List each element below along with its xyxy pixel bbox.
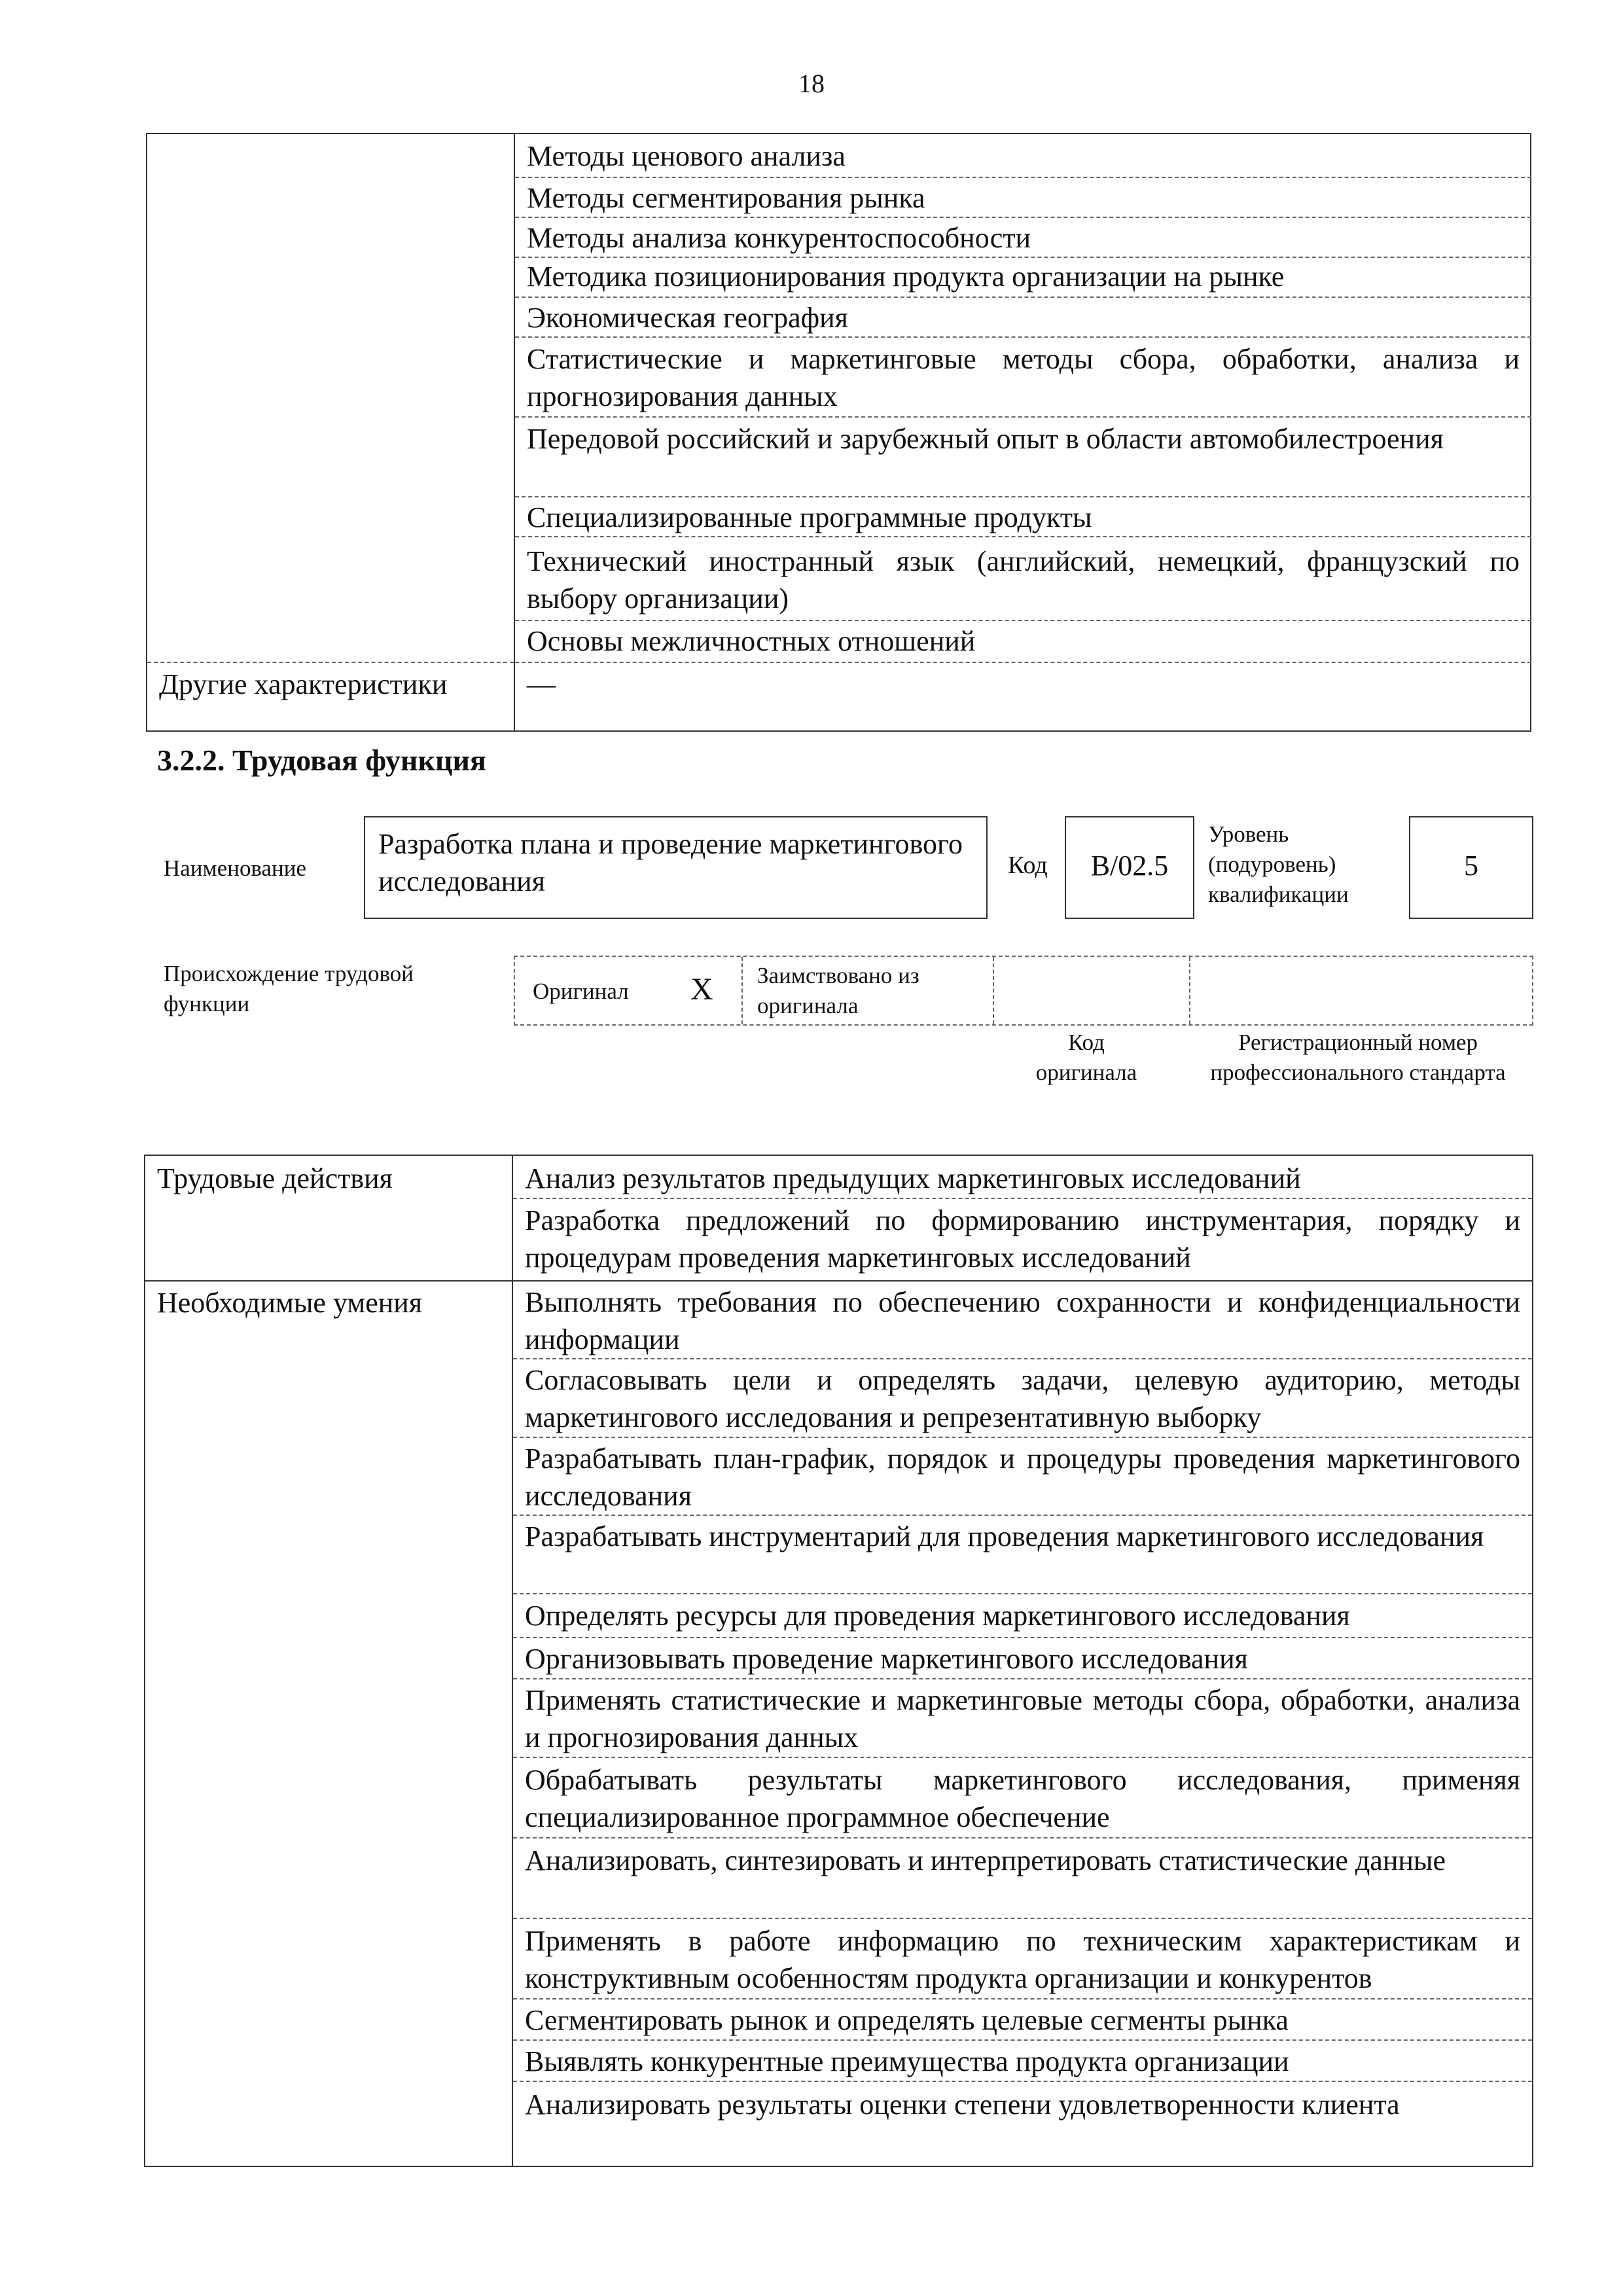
origin-divider: [1189, 957, 1190, 1024]
skill-item: Анализировать результаты оценки степени удовлетворенности клиента: [525, 2089, 1400, 2121]
name-label: Наименование: [164, 855, 307, 881]
knowledge-item: Специализированные программные продукты: [515, 497, 1531, 537]
skill-item: Применять в работе информацию по техническим характеристикам и конструктивным особенностям продукта организации и конкурентов: [513, 1919, 1532, 2000]
borrowed-label: Заимствовано из оригинала: [757, 963, 919, 1018]
action-item: Анализ результатов предыдущих маркетинговых исследований: [513, 1156, 1532, 1199]
skills-label: Необходимые умения: [157, 1287, 423, 1319]
skill-item: Разрабатывать план-график, порядок и процедуры проведения маркетингового исследования: [513, 1438, 1532, 1516]
knowledge-item: Методика позиционирования продукта организации на рынке: [515, 258, 1531, 298]
origin-divider: [741, 957, 743, 1024]
skill-item: Согласовывать цели и определять задачи, целевую аудиторию, методы маркетингового исследования и репрезентативную выборку: [513, 1359, 1532, 1438]
knowledge-item: Основы межличностных отношений: [515, 621, 1531, 663]
code-label: Код: [1008, 852, 1048, 879]
knowledge-item: Статистические и маркетинговые методы сбора, обработки, анализа и прогнозирования данных: [515, 338, 1531, 418]
knowledge-item: Методы сегментирования рынка: [515, 178, 1531, 218]
labor-function-table: [144, 1155, 1533, 2167]
knowledge-item: Экономическая география: [515, 298, 1531, 338]
origin-table: [514, 956, 1533, 1026]
knowledge-table: [146, 133, 1531, 732]
skill-item: Выявлять конкурентные преимущества продукта организации: [513, 2041, 1532, 2082]
row-divider: [147, 662, 514, 663]
knowledge-item: Передовой российский и зарубежный опыт в области автомобилестроения: [515, 418, 1531, 497]
function-name: Разработка плана и проведение маркетингового исследования: [378, 828, 963, 897]
code-value: B/02.5: [1090, 850, 1169, 882]
skill-item: Разрабатывать инструментарий для проведения маркетингового исследования: [513, 1516, 1532, 1594]
level-label: Уровень (подуровень) квалификации: [1208, 821, 1349, 907]
skill-item: Анализировать, синтезировать и интерпретировать статистические данные: [513, 1839, 1532, 1919]
code-box: [1065, 816, 1194, 919]
reg-number-label: Регистрационный номер профессионального стандарта: [1210, 1030, 1506, 1085]
original-label: Оригинал: [533, 978, 629, 1004]
action-item: Разработка предложений по формированию инструментария, порядку и процедурам проведения маркетинговых исследований: [525, 1204, 1520, 1274]
skill-item: Обрабатывать результаты маркетингового исследования, применяя специализированное программное обеспечение: [513, 1758, 1532, 1839]
skill-item: Применять статистические и маркетинговые методы сбора, обработки, анализа и прогнозирования данных: [513, 1679, 1532, 1758]
knowledge-item: Методы ценового анализа: [515, 134, 1531, 178]
knowledge-item: Методы анализа конкурентоспособности: [515, 218, 1531, 258]
other-characteristics-label: Другие характеристики: [159, 668, 448, 700]
actions-label: Трудовые действия: [157, 1162, 393, 1194]
level-value: 5: [1464, 850, 1478, 882]
code-original-label: Код оригинала: [1035, 1030, 1137, 1085]
page-number: 18: [798, 69, 825, 98]
level-box: [1409, 816, 1533, 919]
skill-item: Определять ресурсы для проведения маркетингового исследования: [513, 1594, 1532, 1638]
knowledge-item: Технический иностранный язык (английский, немецкий, французский по выбору организации): [515, 537, 1531, 621]
function-name-box: [364, 816, 988, 919]
skill-item: Сегментировать рынок и определять целевые сегменты рынка: [513, 2000, 1532, 2041]
origin-label: Происхождение трудовой функции: [164, 961, 414, 1016]
skill-item: Выполнять требования по обеспечению сохранности и конфиденциальности информации: [513, 1282, 1532, 1359]
other-characteristics-value: —: [527, 668, 556, 700]
section-title: 3.2.2. Трудовая функция: [157, 744, 486, 777]
original-mark: X: [690, 972, 713, 1007]
skill-item: Организовывать проведение маркетингового исследования: [513, 1638, 1532, 1679]
origin-divider: [993, 957, 994, 1024]
